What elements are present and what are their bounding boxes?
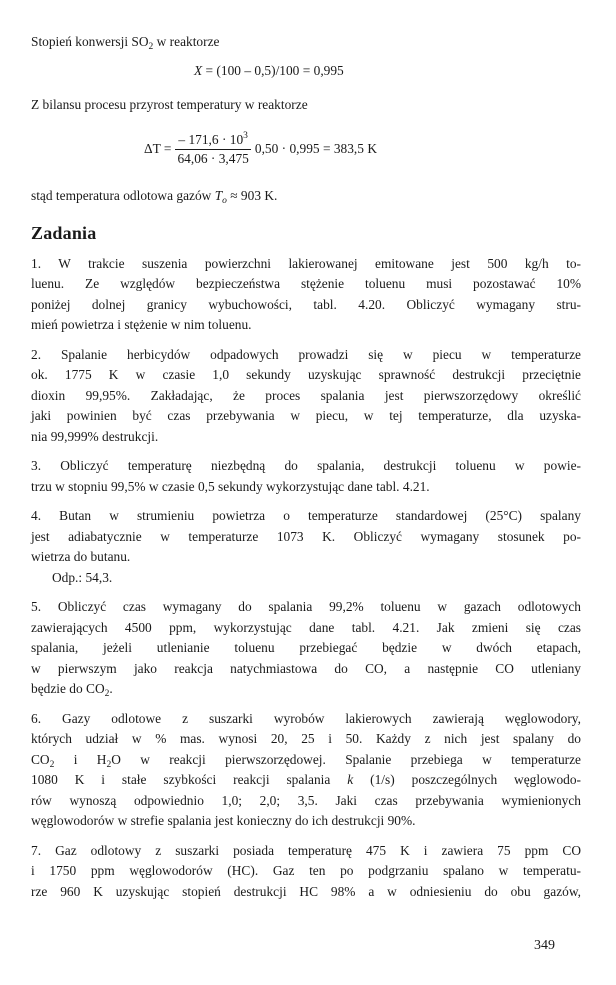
page-number: 349 bbox=[534, 938, 555, 953]
task-line: będzie do $CO_2$. bbox=[31, 681, 113, 699]
task-line: dioxin 99,95%. Zakładając, że proces spalania jest pierwszorzędowy określić bbox=[31, 387, 581, 403]
task-line: spalania, jeżeli utlenianie toluenu przebiegać będzie w dwóch etapach, bbox=[31, 640, 581, 655]
task-number: 4. bbox=[31, 508, 42, 523]
task-line: ok. 1775 K w czasie 1,0 sekundy uzyskując sprawność destrukcji przeciętnie bbox=[31, 367, 581, 382]
task-line: 2. Spalanie herbicydów odpadowych prowadzi się w piecu w temperaturze bbox=[31, 346, 581, 362]
task-7 bbox=[31, 841, 581, 903]
task-6 bbox=[31, 709, 581, 832]
task-2 bbox=[31, 345, 581, 448]
task-line: 3. Obliczyć temperaturę niezbędną do spalania, destrukcji toluenu w powie- bbox=[31, 458, 581, 473]
task-line: mień powietrza i stężenie w nim toluenu. bbox=[31, 317, 252, 332]
task-number: 6. bbox=[31, 710, 42, 726]
task-line: nia 99,999% destrukcji. bbox=[31, 428, 159, 444]
fraction bbox=[175, 131, 250, 168]
task-line: 4. Butan w strumieniu powietrza o temperaturze standardowej (25°C) spalany bbox=[31, 508, 581, 523]
task-answer: Odp.: 54,3. bbox=[52, 569, 113, 585]
task-line: luenu. Ze względów bezpieczeństwa stężenie toluenu musi pozostawać 10% bbox=[31, 276, 581, 291]
delta-t-lhs: ΔT = bbox=[144, 141, 172, 157]
task-line: i 1750 ppm węglowodorów (HC). Gaz ten po podgrzaniu spalano w temperatu- bbox=[31, 863, 581, 878]
conversion-sentence: Stopień konwersji $SO_2$ w reaktorze bbox=[31, 34, 220, 52]
temperature-rise-equation bbox=[144, 122, 581, 178]
delta-t-rhs: 0,50 · 0,995 = 383,5 K bbox=[254, 141, 377, 157]
task-1 bbox=[31, 254, 581, 336]
conversion-equation: X = (100 – 0,5)/100 = 0,995 bbox=[194, 62, 344, 78]
task-line: 1080 K i stałe szybkości reakcji spalania k (1/s) poszczególnych węglowodo- bbox=[31, 772, 581, 787]
task-line: wietrza do butanu. bbox=[31, 549, 131, 564]
task-line: w pierwszym jako reakcja natychmiastowa do CO, a następnie CO utleniany bbox=[31, 660, 581, 676]
fraction-numerator: – $171,6 \cdot 10^3$ bbox=[178, 131, 248, 147]
task-number: 7. bbox=[31, 842, 42, 858]
task-line: trzu w stopniu 99,5% w czasie 0,5 sekundy wykorzystując dane tabl. 4.21. bbox=[31, 478, 430, 494]
task-line: zawierających 4500 ppm, wykorzystując dane tabl. 4.21. Jak zmieni się czas bbox=[31, 619, 581, 635]
page-content bbox=[31, 32, 581, 911]
task-line: rów wynoszą odpowiednio 1,0; 2,0; 3,5. Jaki czas przebywania wymienionych bbox=[31, 792, 581, 808]
task-line: 6. Gazy odlotowe z suszarki wyrobów lakierowych zawierają węglowodory, bbox=[31, 710, 581, 726]
task-line: 5. Obliczyć czas wymagany do spalania 99,2% toluenu w gazach odlotowych bbox=[31, 599, 581, 614]
task-5 bbox=[31, 597, 581, 700]
task-line: których udział w % mas. wynosi 20, 25 i 50. Każdy z nich jest spalany do bbox=[31, 731, 581, 746]
balance-sentence: Z bilansu procesu przyrost temperatury w reaktorze bbox=[31, 97, 308, 112]
task-4 bbox=[31, 506, 581, 588]
task-line: $CO_2$ i $H_2O$ w reakcji pierwszorzędowej. Spalanie przebiega w temperaturze bbox=[31, 751, 581, 770]
task-line: 7. Gaz odlotowy z suszarki posiada temperaturę 475 K i zawiera 75 ppm CO bbox=[31, 842, 581, 858]
task-number: 5. bbox=[31, 599, 42, 614]
task-line: jaki powinien być czas przebywania w piecu, w tej temperaturze, dla uzyska- bbox=[31, 408, 581, 423]
outlet-temperature-sentence: stąd temperatura odlotowa gazów $T_o \approx 903$ K. bbox=[31, 187, 278, 206]
task-3 bbox=[31, 456, 581, 497]
task-number: 3. bbox=[31, 458, 42, 473]
task-line: węglowodorów w strefie spalania jest konieczny do ich destrukcji 90%. bbox=[31, 813, 416, 828]
task-number: 2. bbox=[31, 346, 42, 362]
task-line: poniżej dolnej granicy wybuchowości, tabl. 4.20. Obliczyć wymagany stru- bbox=[31, 296, 581, 312]
fraction-denominator: 64,06 · 3,475 bbox=[177, 151, 249, 166]
task-line: rze 960 K uzyskując stopień destrukcji HC 98% a w odniesieniu do obu gazów, bbox=[31, 883, 581, 899]
task-line: 1. W trakcie suszenia powierzchni lakierowanej emitowane jest 500 kg/h to- bbox=[31, 255, 581, 271]
task-line: jest adiabatycznie w temperaturze 1073 K. Obliczyć wymagany stosunek po- bbox=[31, 528, 581, 544]
section-heading: Zadania bbox=[31, 223, 97, 243]
task-number: 1. bbox=[31, 255, 42, 271]
